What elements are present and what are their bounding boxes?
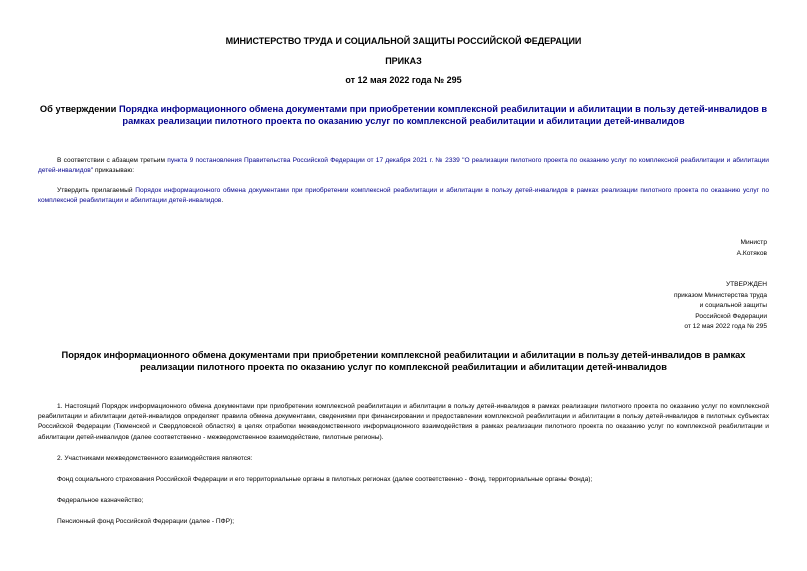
order-title-prefix: Об утверждении: [39, 104, 119, 114]
signature-name: А.Котяков: [736, 249, 767, 257]
approved-stamp: [674, 280, 767, 333]
approved-stamp-line: от 12 мая 2022 года № 295: [684, 323, 767, 330]
procedure-title: Порядок информационного обмена документами при приобретении комплексной реабилитации и абилитации в пользу детей-инвалидов в рамках реализации пилотного проекта по оказанию услуг по комплексной реабилитации и абилитации детей-инвалидов: [61, 350, 746, 372]
preamble-outro: приказываю:: [93, 167, 135, 175]
signature-block: [737, 238, 767, 259]
paragraph-2: 2. Участниками межведомственного взаимодействия являются:: [57, 455, 253, 462]
signature-position: Министр: [740, 239, 767, 246]
approve-outro: .: [221, 197, 224, 205]
paragraph-1-text: 1. Настоящий Порядок информационного обмена документами при приобретении комплексной реабилитации и абилитации в пользу детей-инвалидов в рамках реализации пилотного проекта по оказанию услуг по комплексной реабилитации и абилитации детей-инвалидов определяет правила обмена документами, сведениями при финансировании и предоставлении комплексной реабилитации и абилитации в пользу детей-инвалидов в пилотных субъектах Российской Федерации (Тюменской и Свердловской областях) в целях отработки межведомственного информационного взаимодействия в рамках реализации пилотного проекта по оказанию услуг по комплексной реабилитации и абилитации детей-инвалидов (далее соответственно - межведомственное взаимодействие, пилотные регионы).: [38, 403, 769, 441]
approve-paragraph: [38, 186, 769, 206]
preamble-link[interactable]: пункта 9 постановления Правительства Российской Федерации от 17 декабря 2021 г. № 2339 "О реализации пилотного проекта по оказанию услуг по комплексной реабилитации и абилитации детей-инвалидов": [38, 157, 769, 175]
ministry-heading: МИНИСТЕРСТВО ТРУДА И СОЦИАЛЬНОЙ ЗАЩИТЫ РОССИЙСКОЙ ФЕДЕРАЦИИ: [225, 36, 582, 46]
preamble-intro: В соответствии с абзацем третьим: [57, 157, 168, 164]
preamble-paragraph: [38, 156, 769, 176]
approve-intro: Утвердить прилагаемый: [57, 187, 136, 194]
paragraph-4: Федеральное казначейство;: [57, 497, 144, 504]
doc-date-heading: от 12 мая 2022 года № 295: [345, 75, 462, 85]
order-title-link[interactable]: Порядка информационного обмена документами при приобретении комплексной реабилитации и абилитации в пользу детей-инвалидов в рамках реализации пилотного проекта по оказанию услуг по комплексной реабилитации и абилитации детей-инвалидов: [118, 104, 768, 126]
approved-stamp-line: приказом Министерства труда: [673, 291, 767, 299]
paragraph-5: Пенсионный фонд Российской Федерации (далее - ПФР);: [57, 518, 235, 525]
approved-stamp-line: и социальной защиты: [699, 302, 767, 309]
doc-type-heading: ПРИКАЗ: [385, 56, 422, 66]
approved-stamp-line: Российской Федерации: [695, 312, 767, 320]
approved-stamp-line: УТВЕРЖДЕН: [725, 281, 767, 288]
order-title: [36, 104, 771, 127]
paragraph-3: Фонд социального страхования Российской Федерации и его территориальные органы в пилотных регионах (далее соответственно - Фонд, территориальные органы Фонда);: [57, 476, 593, 483]
approve-link[interactable]: Порядок информационного обмена документами при приобретении комплексной реабилитации и абилитации в пользу детей-инвалидов в рамках реализации пилотного проекта по оказанию услуг по комплексной реабилитации и абилитации детей-инвалидов: [38, 187, 769, 205]
paragraph-1: [38, 402, 769, 443]
